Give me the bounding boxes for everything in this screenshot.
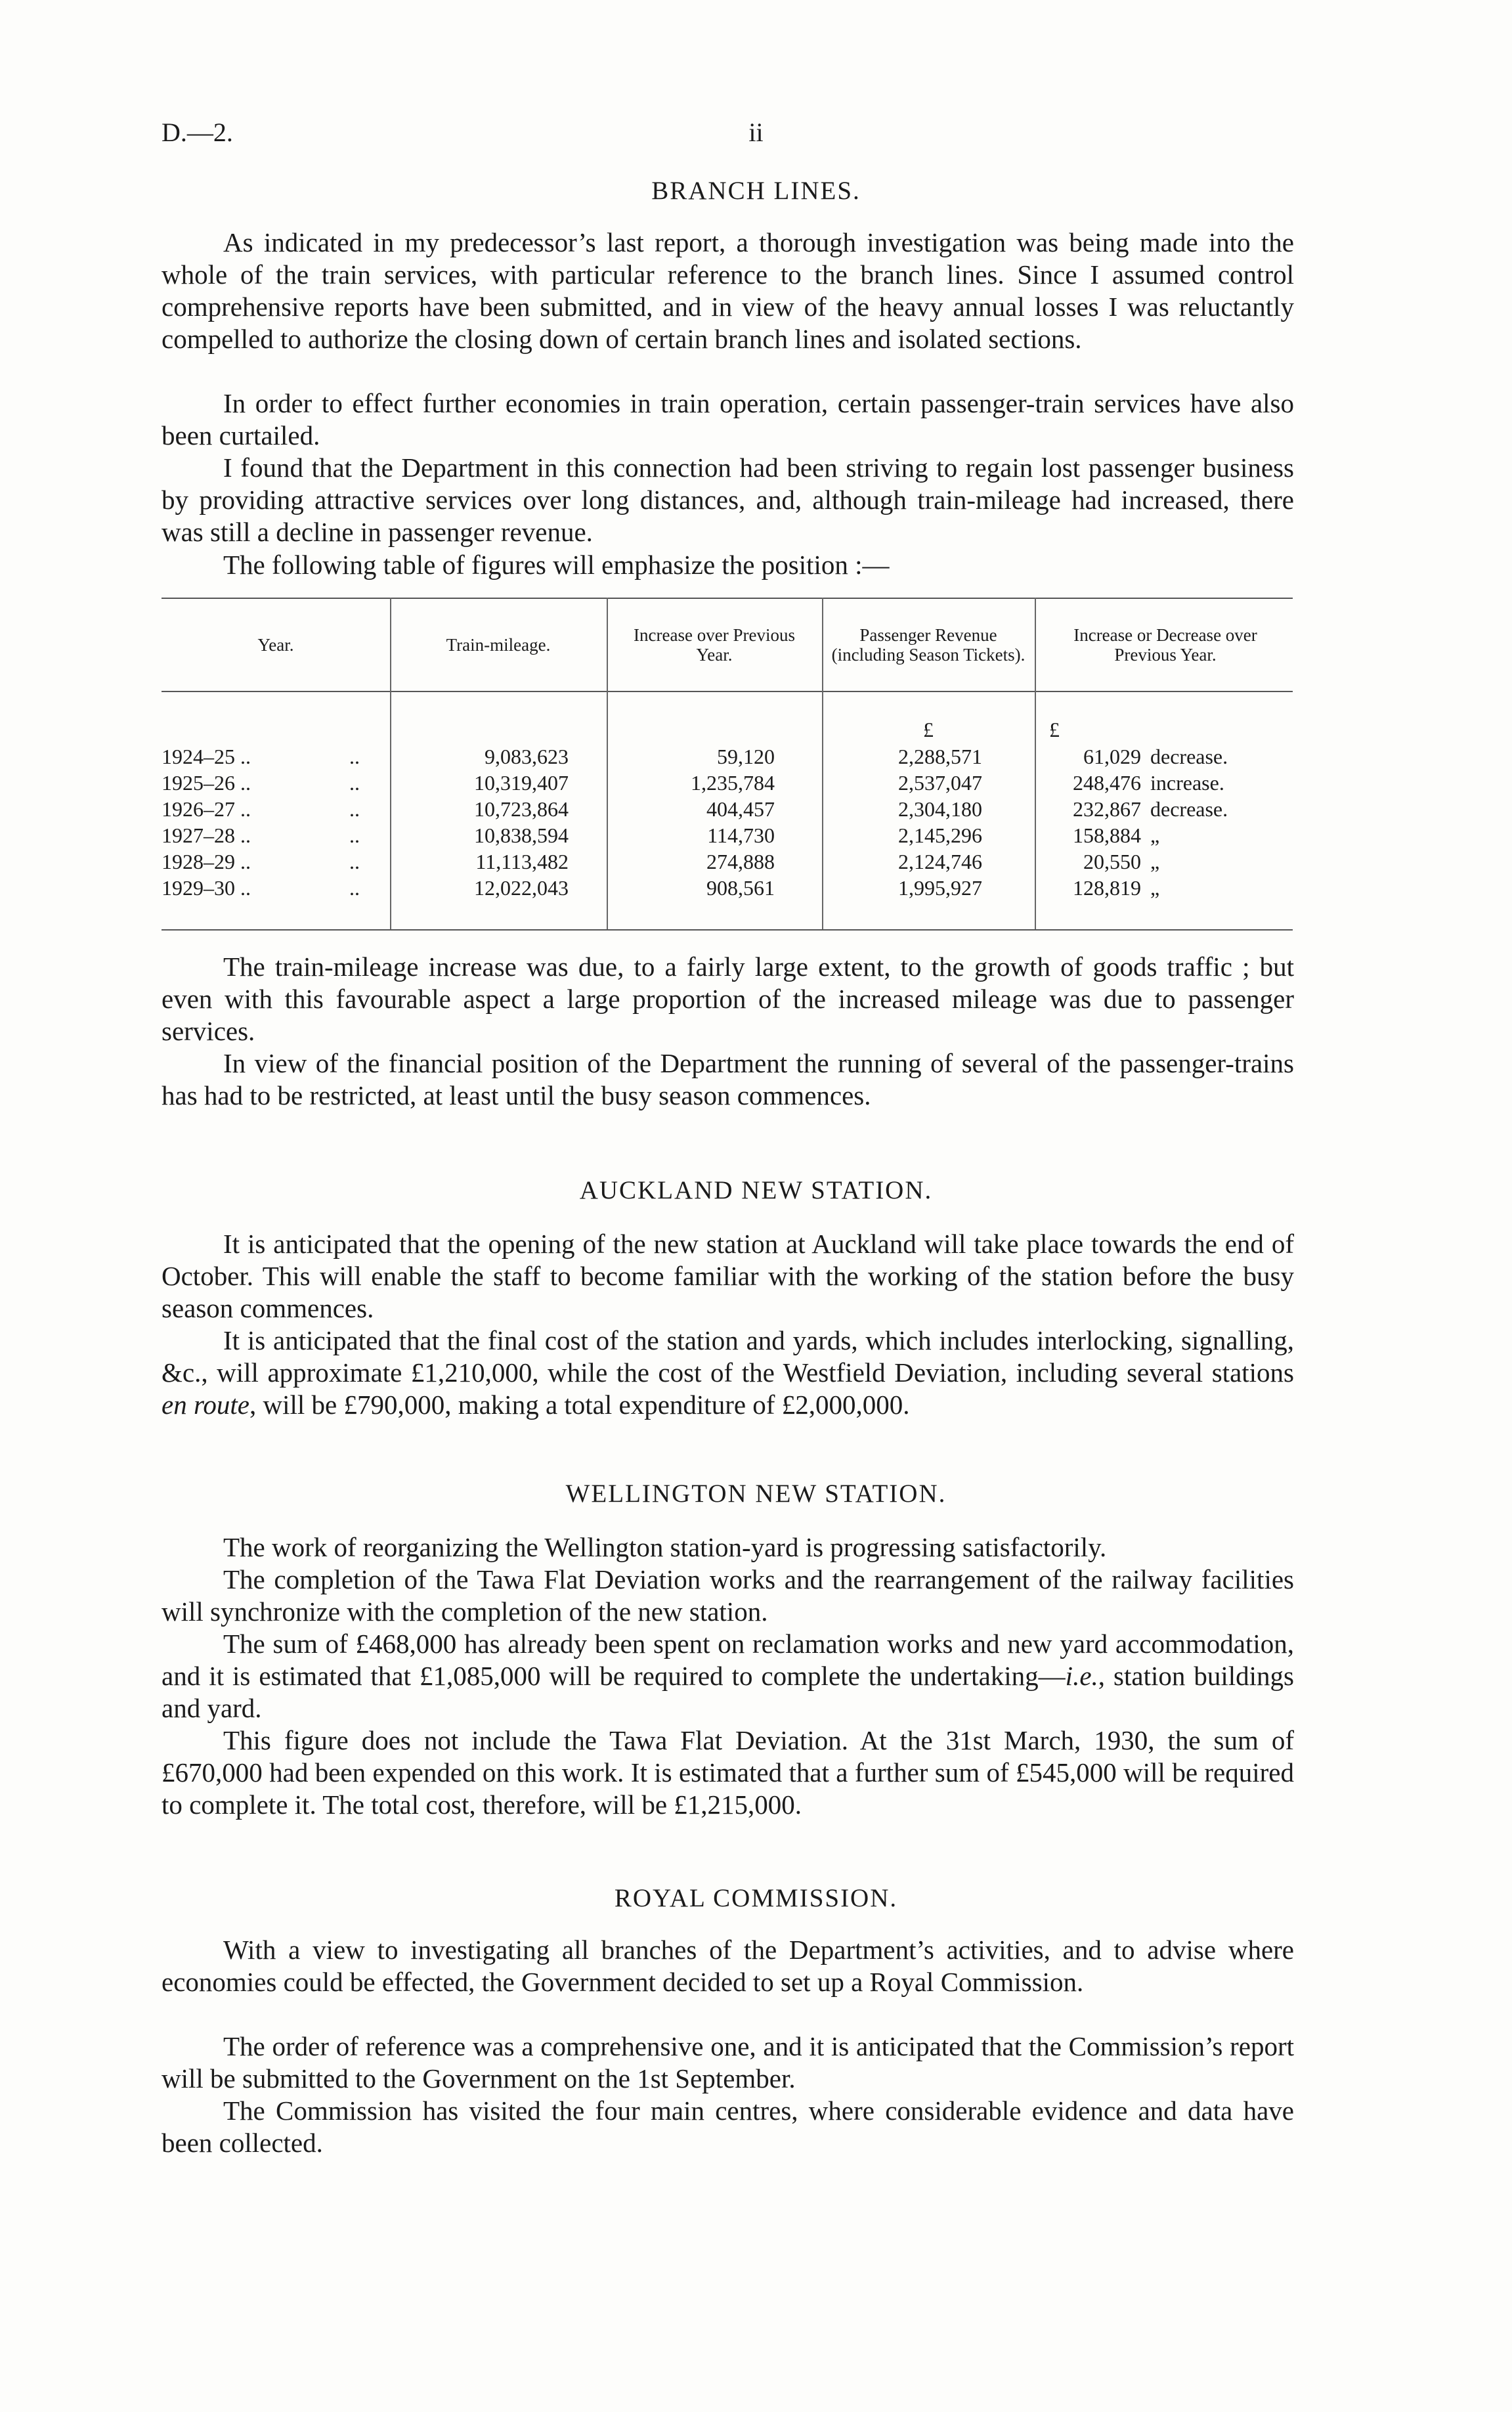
paragraph	[162, 1325, 1294, 1421]
cell-passenger-revenue: 2,124,746	[898, 850, 982, 873]
paragraph: As indicated in my predecessor’s last report, a thorough investigation was being made into the whole of the train services, with particular reference to the branch lines. Since I assumed control comprehensive reports have been submitted, and in view of the heavy annual losses I was reluctantly compelled to authorize the closing down of certain branch lines and isolated sections.	[162, 227, 1294, 354]
cell-leader-dots: ..	[349, 876, 360, 900]
cell-change-note: decrease.	[1150, 797, 1228, 821]
cell-increase: 274,888	[706, 850, 775, 873]
cell-leader-dots: ..	[349, 771, 360, 795]
cell-passenger-revenue: 1,995,927	[898, 876, 982, 900]
section-title-wellington: WELLINGTON NEW STATION.	[565, 1480, 947, 1508]
cell-change: 128,819	[1073, 876, 1141, 900]
paragraph: I found that the Department in this connection had been striving to regain lost passenger business by providing attractive services over long distances, and, although train-mileage had increased, there was still a decline in passenger revenue.	[162, 452, 1294, 547]
cell-train-mileage: 11,113,482	[475, 850, 569, 873]
cell-increase: 59,120	[717, 745, 775, 768]
cell-year: 1927–28 ..	[162, 823, 251, 847]
section-title-auckland: AUCKLAND NEW STATION.	[579, 1176, 933, 1204]
cell-train-mileage: 10,319,407	[474, 771, 569, 795]
column-header-increase: Increase over Previous Year.	[634, 625, 795, 665]
cell-change-note: „	[1150, 823, 1160, 847]
page-header	[162, 117, 1350, 156]
cell-leader-dots: ..	[349, 823, 360, 847]
cell-increase: 1,235,784	[691, 771, 775, 795]
cell-change: 61,029	[1083, 745, 1141, 768]
cell-passenger-revenue: 2,145,296	[898, 823, 982, 847]
cell-passenger-revenue: 2,537,047	[898, 771, 982, 795]
unit-pounds: £	[1049, 718, 1060, 741]
cell-train-mileage: 12,022,043	[474, 876, 569, 900]
section-title-royal-commission: ROYAL COMMISSION.	[614, 1884, 898, 1912]
cell-year: 1924–25 ..	[162, 745, 251, 768]
cell-leader-dots: ..	[349, 745, 360, 768]
cell-year: 1929–30 ..	[162, 876, 251, 900]
cell-change-note: „	[1150, 876, 1160, 900]
paragraph: The work of reorganizing the Wellington station-yard is progressing satisfactorily.	[223, 1532, 1107, 1562]
cell-leader-dots: ..	[349, 797, 360, 821]
cell-change: 232,867	[1073, 797, 1141, 821]
column-header-train-mileage: Train-mileage.	[446, 635, 551, 655]
cell-increase: 404,457	[706, 797, 775, 821]
paragraph: The order of reference was a comprehensive one, and it is anticipated that the Commission’s report will be submitted to the Government on the 1st September.	[162, 2031, 1294, 2094]
cell-change: 158,884	[1073, 823, 1141, 847]
paragraph: The Commission has visited the four main centres, where considerable evidence and data have been collected.	[162, 2095, 1294, 2158]
cell-train-mileage: 10,838,594	[474, 823, 569, 847]
paragraph: The following table of figures will emphasize the position :—	[223, 550, 890, 580]
paragraph: The train-mileage increase was due, to a fairly large extent, to the growth of goods traffic ; but even with this favourable aspect a large proportion of the increased mileage was due to passenger services.	[162, 952, 1294, 1046]
table-bottom-rule	[162, 929, 1293, 931]
cell-year: 1928–29 ..	[162, 850, 251, 873]
cell-change-note: decrease.	[1150, 745, 1228, 768]
cell-change: 20,550	[1083, 850, 1141, 873]
paragraph: The completion of the Tawa Flat Deviation works and the rearrangement of the railway facilities will synchronize with the completion of the new station.	[162, 1564, 1294, 1627]
table-top-rule	[162, 598, 1293, 599]
cell-increase: 114,730	[707, 823, 775, 847]
column-header-increase-or-decrease: Increase or Decrease over Previous Year.	[1073, 625, 1257, 665]
section-title-branch-lines: BRANCH LINES.	[651, 177, 861, 205]
cell-train-mileage: 10,723,864	[474, 797, 569, 821]
italic-text: i.e.	[1065, 1661, 1098, 1691]
text-run: The sum of £468,000 has already been spent on reclamation works and new yard accommodation, and it is estimated that £1,085,000 will be required to complete the undertaking—	[162, 1629, 1294, 1691]
cell-train-mileage: 9,083,623	[485, 745, 569, 768]
cell-change-note: increase.	[1150, 771, 1224, 795]
paragraph	[162, 1628, 1294, 1724]
page-number: ii	[748, 118, 764, 147]
cell-year: 1925–26 ..	[162, 771, 251, 795]
paragraph: In order to effect further economies in train operation, certain passenger-train services have also been curtailed.	[162, 388, 1294, 450]
cell-year: 1926–27 ..	[162, 797, 251, 821]
paragraph: This figure does not include the Tawa Flat Deviation. At the 31st March, 1930, the sum of £670,000 had been expended on this work. It is estimated that a further sum of £545,000 will be required to complete it. The total cost, therefore, will be £1,215,000.	[162, 1725, 1294, 1820]
document-code: D.—2.	[162, 118, 233, 147]
unit-pounds: £	[923, 718, 934, 741]
cell-leader-dots: ..	[349, 850, 360, 873]
column-header-year: Year.	[257, 635, 294, 655]
table-header-rule	[162, 691, 1293, 692]
text-run: , station buildings and yard.	[162, 1661, 1294, 1723]
cell-passenger-revenue: 2,288,571	[898, 745, 982, 768]
text-run: It is anticipated that the final cost of the station and yards, which includes interlocking, signalling, &c., will approximate £1,210,000, while the cost of the Westfield Deviation, including several stations	[162, 1325, 1294, 1388]
cell-change: 248,476	[1073, 771, 1141, 795]
italic-text: en route	[162, 1390, 249, 1420]
column-header-passenger-revenue: Passenger Revenue (including Season Tickets).	[831, 625, 1026, 665]
cell-increase: 908,561	[706, 876, 775, 900]
paragraph: It is anticipated that the opening of the new station at Auckland will take place towards the end of October. This will enable the staff to become familiar with the working of the station before the busy season commences.	[162, 1229, 1294, 1323]
cell-change-note: „	[1150, 850, 1160, 873]
paragraph: With a view to investigating all branches of the Department’s activities, and to advise where economies could be effected, the Government decided to set up a Royal Commission.	[162, 1935, 1294, 1997]
cell-passenger-revenue: 2,304,180	[898, 797, 982, 821]
paragraph: In view of the financial position of the Department the running of several of the passenger-trains has had to be restricted, at least until the busy season commences.	[162, 1048, 1294, 1110]
text-run: , will be £790,000, making a total expenditure of £2,000,000.	[249, 1390, 910, 1420]
